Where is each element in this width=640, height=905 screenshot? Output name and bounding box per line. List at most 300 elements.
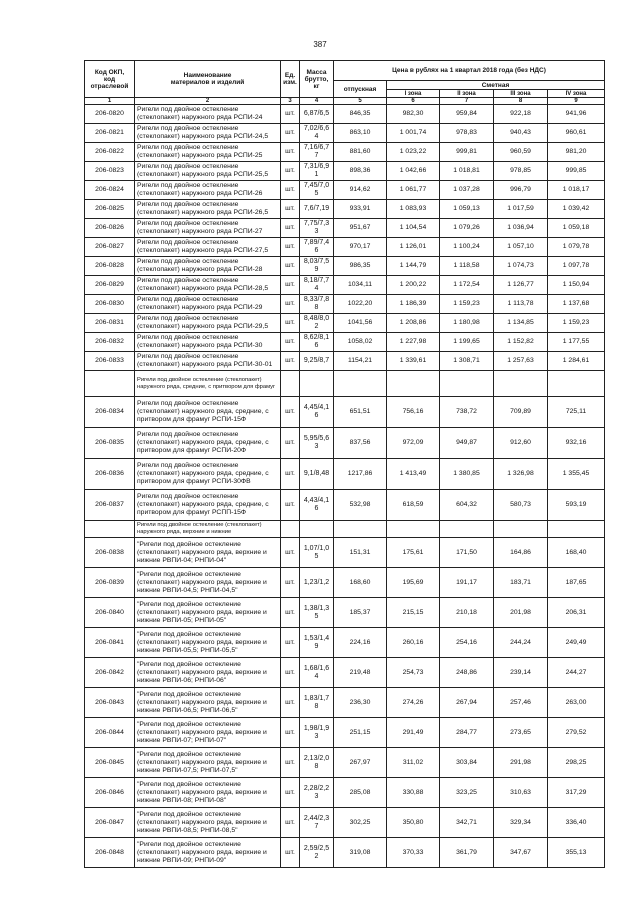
empty-cell [300, 371, 334, 397]
mass-value: 1,07/1,05 [303, 544, 330, 560]
column-number: 7 [440, 98, 494, 105]
price-zone-1: 982,30 [387, 105, 440, 124]
product-code: 206-0843 [85, 688, 135, 718]
price-zone-4: 999,85 [548, 162, 605, 181]
table-row [85, 257, 605, 276]
product-name: Ригели под двойное остекление (стеклопакет) наружного ряда РСПИ-25,5 [135, 162, 281, 181]
product-code: 206-0841 [85, 628, 135, 658]
price-zone-1: 1 104,54 [387, 219, 440, 238]
price-zone-3: 1 134,85 [494, 314, 548, 333]
header-name [135, 61, 281, 98]
unit: шт. [281, 397, 300, 428]
price-zone-3: 1 017,59 [494, 200, 548, 219]
price-zone-4: 1 079,78 [548, 238, 605, 257]
product-name: Ригели под двойное остекление (стеклопакет) наружного ряда РСПИ-28 [135, 257, 281, 276]
price-zone-2: 949,87 [440, 428, 494, 459]
price-zone-2: 210,18 [440, 598, 494, 628]
unit: шт. [281, 257, 300, 276]
price-wholesale: 267,97 [334, 748, 387, 778]
table-row [85, 778, 605, 808]
product-name: "Ригели под двойное остекление (стеклопакет) наружного ряда, верхние и нижние РВПИ-04; РНПИ-04" [135, 538, 281, 568]
price-wholesale: 1217,86 [334, 459, 387, 490]
price-zone-3: 922,18 [494, 105, 548, 124]
price-zone-2: 1 172,54 [440, 276, 494, 295]
price-zone-3: 1 036,94 [494, 219, 548, 238]
price-wholesale: 651,51 [334, 397, 387, 428]
header-row-1 [85, 61, 605, 81]
price-zone-1: 330,88 [387, 778, 440, 808]
price-zone-3: 244,24 [494, 628, 548, 658]
price-wholesale: 846,35 [334, 105, 387, 124]
unit: шт. [281, 808, 300, 838]
mass-value: 1,23/1,2 [303, 578, 330, 586]
product-code: 206-0828 [85, 257, 135, 276]
price-zone-2: 1 380,85 [440, 459, 494, 490]
product-code: 206-0820 [85, 105, 135, 124]
unit: шт. [281, 295, 300, 314]
header-name-text: Наименование материалов и изделий [170, 72, 245, 86]
price-zone-2: 1 199,65 [440, 333, 494, 352]
price-zone-2: 1 100,24 [440, 238, 494, 257]
header-row-numbers [85, 98, 605, 105]
table-row [85, 162, 605, 181]
price-zone-1: 756,16 [387, 397, 440, 428]
product-name: "Ригели под двойное остекление (стеклопакет) наружного ряда, верхние и нижние РВПИ-07,5; РНПИ-07,5" [135, 748, 281, 778]
product-code: 206-0831 [85, 314, 135, 333]
price-zone-4: 1 018,17 [548, 181, 605, 200]
price-zone-4: 1 150,94 [548, 276, 605, 295]
table-row [85, 568, 605, 598]
table-row [85, 333, 605, 352]
table-row [85, 276, 605, 295]
unit: шт. [281, 276, 300, 295]
mass-value: 7,6/7,19 [303, 205, 330, 212]
mass-value: 8,33/7,88 [303, 296, 330, 311]
mass-value: 8,48/8,02 [303, 315, 330, 330]
mass-value: 4,43/4,16 [303, 497, 330, 512]
table-row [85, 459, 605, 490]
mass-value: 7,75/7,33 [303, 220, 330, 235]
product-name: Ригели под двойное остекление (стеклопакет) наружного ряда, средние, с притвором для фрамуг РСПИ-30ФВ [135, 459, 281, 490]
column-number: 3 [281, 98, 300, 105]
price-wholesale: 986,35 [334, 257, 387, 276]
price-wholesale: 1022,20 [334, 295, 387, 314]
unit: шт. [281, 459, 300, 490]
product-name: Ригели под двойное остекление (стеклопакет) наружного ряда РСПИ-25 [135, 143, 281, 162]
price-zone-3: 273,65 [494, 718, 548, 748]
column-number: 8 [494, 98, 548, 105]
price-zone-2: 254,16 [440, 628, 494, 658]
mass [300, 397, 334, 428]
empty-cell [334, 371, 387, 397]
price-zone-2: 1 159,23 [440, 295, 494, 314]
price-wholesale: 151,31 [334, 538, 387, 568]
product-name: Ригели под двойное остекление (стеклопакет) наружного ряда, средние, с притвором для фрамуг РСПИ-20Ф [135, 428, 281, 459]
product-name: Ригели под двойное остекление (стеклопакет) наружного ряда, средние, с притвором для фрамуг РСПИ-15Ф [135, 397, 281, 428]
product-name: Ригели под двойное остекление (стеклопакет) наружного ряда, средние, с притвором для фрамуг РСПП-15Ф [135, 490, 281, 521]
table-row [85, 143, 605, 162]
price-wholesale: 302,25 [334, 808, 387, 838]
empty-cell [387, 371, 440, 397]
mass [300, 628, 334, 658]
product-name: "Ригели под двойное остекление (стеклопакет) наружного ряда, верхние и нижние РВПИ-09; РНПИ-09" [135, 838, 281, 868]
price-wholesale: 1034,11 [334, 276, 387, 295]
product-code: 206-0821 [85, 124, 135, 143]
price-wholesale: 863,10 [334, 124, 387, 143]
product-code: 206-0844 [85, 718, 135, 748]
mass [300, 200, 334, 219]
price-zone-2: 1 037,28 [440, 181, 494, 200]
product-name: Ригели под двойное остекление (стеклопакет) наружного ряда РСПИ-27,5 [135, 238, 281, 257]
mass-value: 1,68/1,64 [303, 664, 330, 680]
product-code: 206-0829 [85, 276, 135, 295]
header-zone-1: I зона [387, 90, 440, 98]
price-zone-3: 1 074,73 [494, 257, 548, 276]
price-zone-2: 361,79 [440, 838, 494, 868]
price-zone-1: 1 126,01 [387, 238, 440, 257]
table-row [85, 748, 605, 778]
mass [300, 658, 334, 688]
price-zone-2: 1 079,26 [440, 219, 494, 238]
header-mass: Масса брутто, кг [300, 61, 334, 98]
price-zone-4: 1 137,68 [548, 295, 605, 314]
price-wholesale: 1058,02 [334, 333, 387, 352]
mass-value: 2,44/2,37 [303, 814, 330, 830]
mass [300, 428, 334, 459]
empty-cell [548, 371, 605, 397]
table-row [85, 397, 605, 428]
price-zone-3: 1 113,78 [494, 295, 548, 314]
mass [300, 352, 334, 371]
price-zone-3: 960,59 [494, 143, 548, 162]
unit: шт. [281, 658, 300, 688]
empty-cell [494, 371, 548, 397]
price-zone-2: 999,81 [440, 143, 494, 162]
unit: шт. [281, 314, 300, 333]
empty-cell [85, 521, 135, 538]
product-code: 206-0825 [85, 200, 135, 219]
price-zone-1: 1 001,74 [387, 124, 440, 143]
mass-value: 2,28/2,23 [303, 784, 330, 800]
mass [300, 276, 334, 295]
mass-value: 4,45/4,16 [303, 404, 330, 419]
product-code: 206-0839 [85, 568, 135, 598]
price-zone-3: 709,89 [494, 397, 548, 428]
product-name: Ригели под двойное остекление (стеклопакет) наружного ряда РСПИ-26 [135, 181, 281, 200]
price-zone-1: 1 083,93 [387, 200, 440, 219]
group-heading-row [85, 521, 605, 538]
price-zone-2: 738,72 [440, 397, 494, 428]
price-zone-2: 604,32 [440, 490, 494, 521]
price-zone-4: 279,52 [548, 718, 605, 748]
column-number: 1 [85, 98, 135, 105]
column-number: 4 [300, 98, 334, 105]
mass [300, 143, 334, 162]
table-row [85, 352, 605, 371]
product-code: 206-0833 [85, 352, 135, 371]
header-price-title: Цена в рублях на 1 квартал 2018 года (без НДС) [334, 61, 605, 81]
price-zone-4: 593,19 [548, 490, 605, 521]
product-code: 206-0824 [85, 181, 135, 200]
mass [300, 688, 334, 718]
price-zone-4: 168,40 [548, 538, 605, 568]
price-zone-2: 248,86 [440, 658, 494, 688]
product-name: "Ригели под двойное остекление (стеклопакет) наружного ряда, верхние и нижние РВПИ-04,5; РНПИ-04,5" [135, 568, 281, 598]
mass [300, 219, 334, 238]
page-number: 387 [313, 40, 327, 49]
unit: шт. [281, 352, 300, 371]
mass-value: 7,89/7,46 [303, 239, 330, 254]
price-zone-1: 618,59 [387, 490, 440, 521]
product-name: "Ригели под двойное остекление (стеклопакет) наружного ряда, верхние и нижние РВПИ-08; РНПИ-08" [135, 778, 281, 808]
table-header [85, 61, 605, 105]
column-number: 9 [548, 98, 605, 105]
mass [300, 257, 334, 276]
product-name: "Ригели под двойное остекление (стеклопакет) наружного ряда, верхние и нижние РВПИ-08,5; РНПИ-08,5" [135, 808, 281, 838]
header-zone-2: II зона [440, 90, 494, 98]
unit: шт. [281, 333, 300, 352]
table-row [85, 688, 605, 718]
mass-value: 7,16/6,77 [303, 144, 330, 159]
price-zone-4: 1 097,78 [548, 257, 605, 276]
price-zone-3: 164,86 [494, 538, 548, 568]
price-zone-3: 347,67 [494, 838, 548, 868]
price-zone-1: 195,69 [387, 568, 440, 598]
price-wholesale: 881,60 [334, 143, 387, 162]
product-name: Ригели под двойное остекление (стеклопакет) наружного ряда РСПИ-29,5 [135, 314, 281, 333]
table-row [85, 658, 605, 688]
mass-value: 1,38/1,35 [303, 604, 330, 620]
price-table [84, 60, 605, 868]
price-wholesale: 285,08 [334, 778, 387, 808]
price-zone-1: 175,61 [387, 538, 440, 568]
mass-value: 7,02/6,64 [303, 125, 330, 140]
price-zone-2: 978,83 [440, 124, 494, 143]
header-zone-3: III зона [494, 90, 548, 98]
price-wholesale: 224,16 [334, 628, 387, 658]
price-zone-4: 1 059,18 [548, 219, 605, 238]
price-zone-1: 1 186,39 [387, 295, 440, 314]
price-zone-3: 1 257,63 [494, 352, 548, 371]
product-name: Ригели под двойное остекление (стеклопакет) наружного ряда РСПИ-27 [135, 219, 281, 238]
price-zone-4: 206,31 [548, 598, 605, 628]
mass [300, 162, 334, 181]
mass-value: 1,83/1,78 [303, 694, 330, 710]
price-zone-4: 355,13 [548, 838, 605, 868]
product-code: 206-0845 [85, 748, 135, 778]
price-zone-1: 215,15 [387, 598, 440, 628]
price-wholesale: 168,60 [334, 568, 387, 598]
mass-value: 8,18/7,74 [303, 277, 330, 292]
product-name: "Ригели под двойное остекление (стеклопакет) наружного ряда, верхние и нижние РВПИ-07; РНПИ-07" [135, 718, 281, 748]
table-row [85, 428, 605, 459]
column-number: 2 [135, 98, 281, 105]
unit: шт. [281, 688, 300, 718]
price-zone-4: 1 159,23 [548, 314, 605, 333]
mass-value: 1,98/1,93 [303, 724, 330, 740]
price-zone-1: 291,49 [387, 718, 440, 748]
table-row [85, 238, 605, 257]
price-zone-3: 1 126,77 [494, 276, 548, 295]
price-wholesale: 898,36 [334, 162, 387, 181]
column-number: 5 [334, 98, 387, 105]
product-code: 206-0846 [85, 778, 135, 808]
empty-cell [300, 521, 334, 538]
unit: шт. [281, 628, 300, 658]
price-wholesale: 914,62 [334, 181, 387, 200]
table-row [85, 490, 605, 521]
price-zone-4: 249,49 [548, 628, 605, 658]
mass [300, 598, 334, 628]
unit: шт. [281, 598, 300, 628]
product-code: 206-0836 [85, 459, 135, 490]
price-zone-1: 254,73 [387, 658, 440, 688]
price-zone-1: 1 144,79 [387, 257, 440, 276]
table-body [85, 105, 605, 868]
mass [300, 333, 334, 352]
empty-cell [387, 521, 440, 538]
price-zone-3: 1 152,82 [494, 333, 548, 352]
mass [300, 105, 334, 124]
mass-value: 6,87/6,5 [303, 110, 330, 117]
product-code: 206-0842 [85, 658, 135, 688]
mass-value: 5,95/5,63 [303, 435, 330, 450]
price-zone-1: 311,02 [387, 748, 440, 778]
price-zone-4: 725,11 [548, 397, 605, 428]
price-zone-4: 1 284,61 [548, 352, 605, 371]
price-zone-1: 1 227,98 [387, 333, 440, 352]
mass [300, 778, 334, 808]
column-number: 6 [387, 98, 440, 105]
price-zone-1: 1 042,66 [387, 162, 440, 181]
price-wholesale: 532,98 [334, 490, 387, 521]
price-zone-4: 317,29 [548, 778, 605, 808]
mass-value: 9,25/8,7 [303, 357, 330, 364]
product-name: "Ригели под двойное остекление (стеклопакет) наружного ряда, верхние и нижние РВПИ-06,5; РНПИ-06,5" [135, 688, 281, 718]
table-row [85, 181, 605, 200]
price-zone-3: 1 057,10 [494, 238, 548, 257]
price-zone-2: 171,50 [440, 538, 494, 568]
empty-cell [281, 521, 300, 538]
price-zone-2: 1 018,81 [440, 162, 494, 181]
product-code: 206-0823 [85, 162, 135, 181]
price-zone-1: 972,09 [387, 428, 440, 459]
unit: шт. [281, 105, 300, 124]
price-zone-4: 244,27 [548, 658, 605, 688]
price-wholesale: 933,91 [334, 200, 387, 219]
price-wholesale: 951,67 [334, 219, 387, 238]
mass [300, 748, 334, 778]
product-code: 206-0835 [85, 428, 135, 459]
unit: шт. [281, 219, 300, 238]
price-zone-3: 257,46 [494, 688, 548, 718]
product-code: 206-0847 [85, 808, 135, 838]
mass [300, 808, 334, 838]
header-unit: Ед. изм. [281, 61, 300, 98]
price-zone-3: 183,71 [494, 568, 548, 598]
mass-value: 1,53/1,49 [303, 634, 330, 650]
product-name: Ригели под двойное остекление (стеклопакет) наружного ряда РСПИ-30-01 [135, 352, 281, 371]
price-zone-2: 1 059,13 [440, 200, 494, 219]
header-wholesale: отпускная [334, 81, 387, 98]
price-zone-2: 1 118,58 [440, 257, 494, 276]
product-name: Ригели под двойное остекление (стеклопакет) наружного ряда РСПИ-30 [135, 333, 281, 352]
unit: шт. [281, 238, 300, 257]
mass [300, 459, 334, 490]
price-zone-2: 284,77 [440, 718, 494, 748]
price-wholesale: 1154,21 [334, 352, 387, 371]
mass-value: 9,1/8,48 [303, 470, 330, 477]
price-zone-4: 960,61 [548, 124, 605, 143]
price-zone-1: 1 200,22 [387, 276, 440, 295]
price-zone-1: 1 208,86 [387, 314, 440, 333]
price-wholesale: 1041,56 [334, 314, 387, 333]
product-name: Ригели под двойное остекление (стеклопакет) наружного ряда РСПИ-26,5 [135, 200, 281, 219]
price-zone-3: 239,14 [494, 658, 548, 688]
price-zone-3: 310,63 [494, 778, 548, 808]
price-zone-4: 981,20 [548, 143, 605, 162]
table-row [85, 124, 605, 143]
empty-cell [440, 371, 494, 397]
mass [300, 718, 334, 748]
table-row [85, 295, 605, 314]
product-name: Ригели под двойное остекление (стеклопакет) наружного ряда РСПИ-29 [135, 295, 281, 314]
price-zone-2: 342,71 [440, 808, 494, 838]
empty-cell [440, 521, 494, 538]
product-name: "Ригели под двойное остекление (стеклопакет) наружного ряда, верхние и нижние РВПИ-06; РНПИ-06" [135, 658, 281, 688]
price-zone-2: 267,94 [440, 688, 494, 718]
table-row [85, 628, 605, 658]
table-row [85, 200, 605, 219]
unit: шт. [281, 838, 300, 868]
product-name: "Ригели под двойное остекление (стеклопакет) наружного ряда, верхние и нижние РВПИ-05,5; РНПИ-05,5" [135, 628, 281, 658]
price-wholesale: 251,15 [334, 718, 387, 748]
product-name: "Ригели под двойное остекление (стеклопакет) наружного ряда, верхние и нижние РВПИ-05; РНПИ-05" [135, 598, 281, 628]
price-zone-3: 996,79 [494, 181, 548, 200]
table-row [85, 314, 605, 333]
price-zone-4: 1 177,55 [548, 333, 605, 352]
price-zone-3: 940,43 [494, 124, 548, 143]
product-name: Ригели под двойное остекление (стеклопакет) наружного ряда РСПИ-28,5 [135, 276, 281, 295]
price-wholesale: 970,17 [334, 238, 387, 257]
product-code: 206-0834 [85, 397, 135, 428]
price-wholesale: 319,08 [334, 838, 387, 868]
mass [300, 238, 334, 257]
mass [300, 181, 334, 200]
price-wholesale: 236,30 [334, 688, 387, 718]
table-row [85, 808, 605, 838]
price-wholesale: 837,56 [334, 428, 387, 459]
product-code: 206-0837 [85, 490, 135, 521]
unit: шт. [281, 568, 300, 598]
empty-cell [548, 521, 605, 538]
unit: шт. [281, 143, 300, 162]
mass [300, 838, 334, 868]
price-zone-3: 978,85 [494, 162, 548, 181]
mass-value: 2,13/2,08 [303, 754, 330, 770]
mass-value: 7,45/7,05 [303, 182, 330, 197]
product-code: 206-0826 [85, 219, 135, 238]
empty-cell [334, 521, 387, 538]
price-zone-2: 323,25 [440, 778, 494, 808]
empty-cell [281, 371, 300, 397]
price-zone-1: 370,33 [387, 838, 440, 868]
price-zone-2: 1 308,71 [440, 352, 494, 371]
price-zone-1: 1 023,22 [387, 143, 440, 162]
table-row [85, 538, 605, 568]
price-zone-3: 201,98 [494, 598, 548, 628]
product-code: 206-0840 [85, 598, 135, 628]
